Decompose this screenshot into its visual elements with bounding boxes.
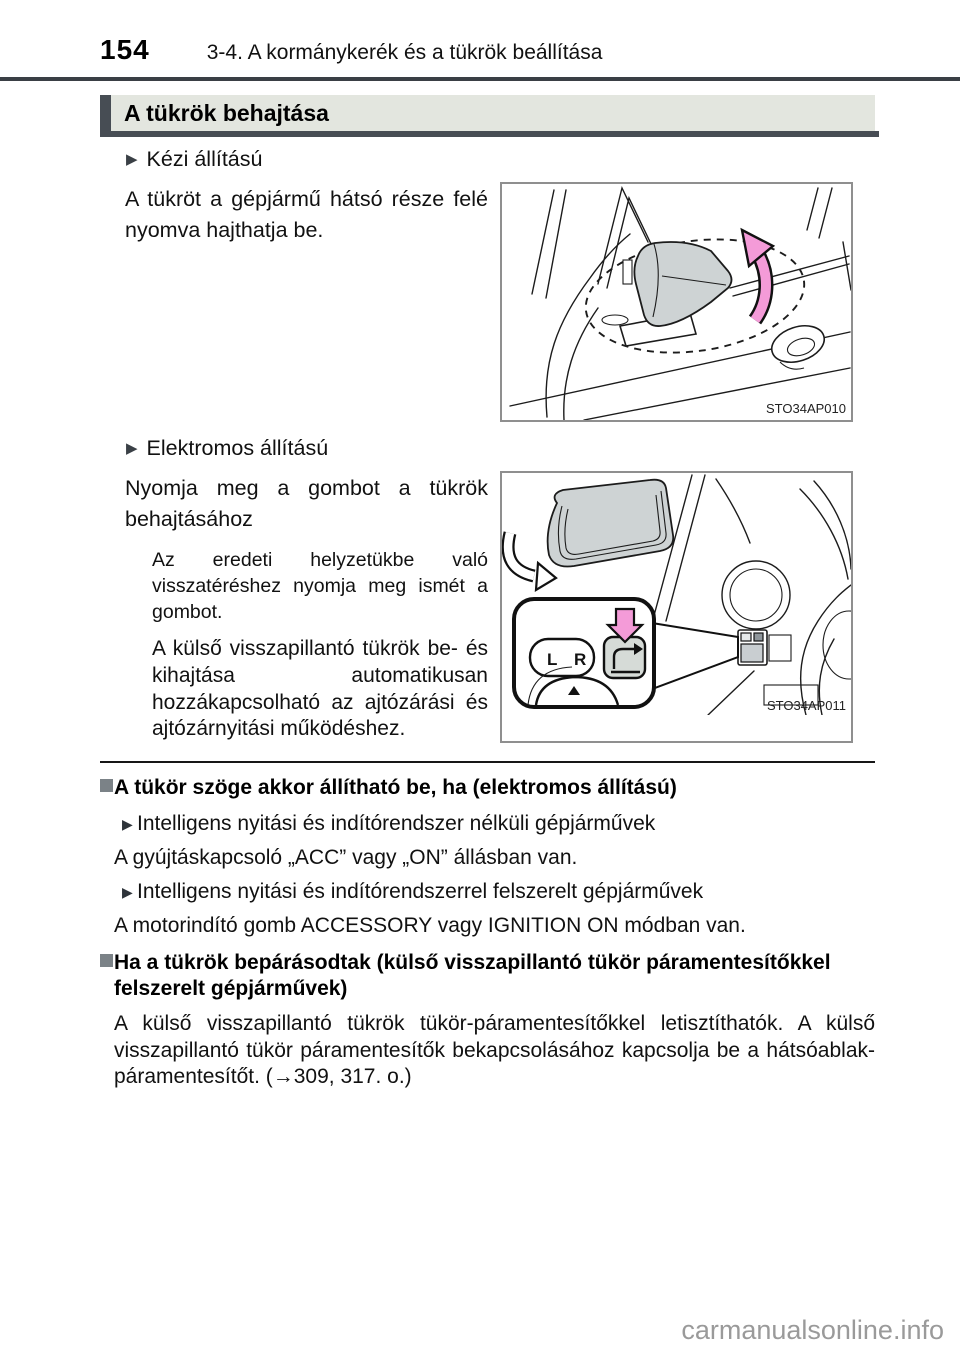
section-shadow-bar [111,131,879,137]
triangle-bullet-icon: ▶ [126,440,138,457]
note-1-items [100,812,875,938]
electric-fold-heading-row [126,436,875,461]
figure-label-1: STO34AP010 [766,401,846,416]
note-2-title: Ha a tükrök bepárásodtak (külső visszapillantó tükör páramentesítőkkel felszerelt gépjárművek) [114,950,831,1001]
note-1-item-2-text: A gyújtáskapcsoló „ACC” vagy „ON” állásban van. [114,845,578,869]
manual-fold-body: A tükröt a gépjármű hátsó része felé nyomva hajthatja be. [125,187,488,242]
note-block-2 [100,950,875,1092]
figure-mirror-switch [500,471,853,743]
manual-fold-heading-row [126,147,875,172]
watermark: carmanualsonline.info [681,1315,944,1345]
electric-fold-text-col [125,471,488,743]
electric-fold-section [100,471,875,743]
note-1-item-2 [114,846,875,870]
electric-fold-heading: Elektromos állítású [146,436,329,460]
note-block-1 [100,775,875,937]
note-1-item-3-text: Intelligens nyitási és indítórendszerrel felszerelt gépjárművek [137,879,704,903]
figure-mirror-manual-fold [500,182,853,422]
chapter-title: 3-4. A kormánykerék és a tükrök beállítása [206,41,603,64]
electric-fold-body: Nyomja meg a gombot a tükrök behajtásához [125,476,488,531]
note-1-item-4-text: A motorindító gomb ACCESSORY vagy IGNITION ON módban van. [114,913,746,937]
manual-fold-text-col [125,182,488,422]
page-number: 154 [100,34,150,65]
mirror-switch-illustration [502,473,851,715]
switch-left-label: L [547,650,558,669]
note-1-title: A tükör szöge akkor állítható be, ha (elektromos állítású) [114,776,677,800]
manual-fold-heading: Kézi állítású [146,147,263,171]
triangle-bullet-icon: ▶ [126,151,138,168]
square-bullet-icon [100,779,113,792]
mirror-fold-illustration [502,184,851,420]
manual-fold-section [100,182,875,422]
section-title: A tükrök behajtása [124,100,329,126]
note-1-item-4 [114,914,875,938]
page-header [0,0,960,81]
note-1-title-row [100,775,875,801]
electric-fold-note1: Az eredeti helyzetükbe való visszatéréshez nyomja meg ismét a gombot. [152,549,488,623]
triangle-bullet-icon: ▶ [122,815,133,832]
page-content [100,147,875,1091]
triangle-bullet-icon: ▶ [122,883,133,900]
section-title-bg [111,95,875,131]
section-accent-bar [100,95,111,137]
section-title-bar [100,95,875,131]
switch-right-label: R [574,650,587,669]
figure-label-2: STO34AP011 [766,698,846,713]
note-1-item-1 [114,812,875,836]
note-2-title-row [100,950,875,1003]
note-1-item-3 [114,880,875,904]
electric-fold-note2: A külső visszapillantó tükrök be- és kihajtása automatikusan hozzákapcsolható az ajtózárási és ajtózárnyitási működéshez. [152,636,488,741]
note-2-body: A külső visszapillantó tükrök tükör-páramentesítőkkel letisztíthatók. A külső visszapillantó tükör páramentesítők bekapcsolásához kapcsolja be a hátsóablak-páramentesítőt. (→309, 317. o.) [114,1011,875,1089]
note-1-item-1-text: Intelligens nyitási és indítórendszer nélküli gépjárművek [137,811,656,835]
square-bullet-icon [100,954,113,967]
notes-divider [100,761,875,763]
